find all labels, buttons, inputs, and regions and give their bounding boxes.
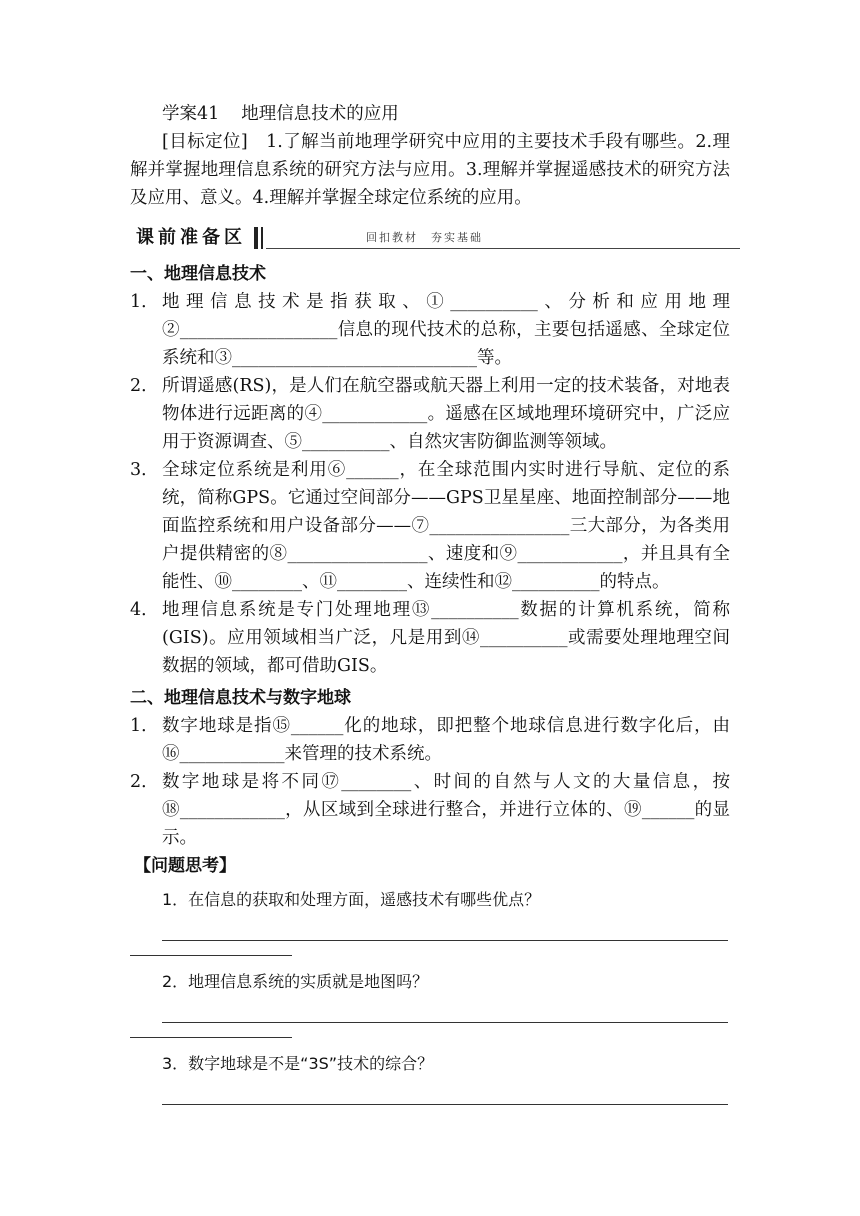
banner-rule [266,248,740,249]
banner-tag: 课前准备区 [136,227,246,248]
learning-goals: [目标定位] 1.了解当前地理学研究中应用的主要技术手段有哪些。2.理解并掌握地理信息系统的研究方法与应用。3.理解并掌握遥感技术的研究方法及应用、意义。4.理解并掌握全球定位系统的应用。 [130,132,730,208]
list-item: 2． 数字地球是将不同⑰________、时间的自然与人文的大量信息，按⑱____________，从区域到全球进行整合，并进行立体的、⑲______的显示。 [130,772,730,848]
answer-line[interactable] [162,996,728,1023]
banner-bar-thin [261,227,263,249]
list-item: 3． 全球定位系统是利用⑥______，在全球范围内实时进行导航、定位的系统，简称GPS。它通过空间部分——GPS卫星星座、地面控制部分——地面监控系统和用户设备部分——⑦________________三大部分，为各类用户提供精密的⑧________________、速度和⑨____________，并且具有全能性、⑩________、⑪________、连续性和⑫__________的特点。 [130,460,730,592]
list-item: 1． 地理信息技术是指获取、①__________、分析和应用地理②__________________信息的现代技术的总称，主要包括遥感、全球定位系统和③____________________________等。 [130,292,730,368]
list-item: 4． 地理信息系统是专门处理地理⑬__________数据的计算机系统，简称(GIS)。应用领域相当广泛，凡是用到⑭__________或需要处理地理空间数据的领域，都可借助GIS。 [130,600,730,676]
banner-bar [254,227,258,249]
answer-line-short[interactable] [130,1023,292,1038]
list-item: 2． 所谓遥感(RS)，是人们在航空器或航天器上利用一定的技术装备，对地表物体进行远距离的④____________。遥感在区域地理环境研究中，广泛应用于资源调查、⑤__________、自然灾害防御监测等领域。 [130,376,730,452]
question-3: 3．数字地球是不是“3S”技术的综合？ [162,1054,434,1073]
section-banner [130,224,730,254]
question-2: 2．地理信息系统的实质就是地图吗？ [162,972,429,991]
section-heading-2: 二、地理信息技术与数字地球 [130,688,351,708]
answer-line[interactable] [162,914,728,941]
worksheet [130,100,730,1105]
page-title [130,100,730,128]
lesson-title: 地理信息技术的应用 [241,104,399,124]
question-1: 1．在信息的获取和处理方面，遥感技术有哪些优点？ [162,890,541,909]
list-item: 1． 数字地球是指⑮______化的地球，即把整个地球信息进行数字化后，由⑯____________来管理的技术系统。 [130,716,730,764]
answer-line-short[interactable] [130,941,292,956]
lesson-number: 学案41 [162,104,220,124]
banner-subtitle: 回扣教材 夯实基础 [366,231,483,244]
section-heading-1: 一、地理信息技术 [130,264,266,284]
think-heading: 【问题思考】 [134,856,236,876]
answer-line[interactable] [162,1078,728,1105]
